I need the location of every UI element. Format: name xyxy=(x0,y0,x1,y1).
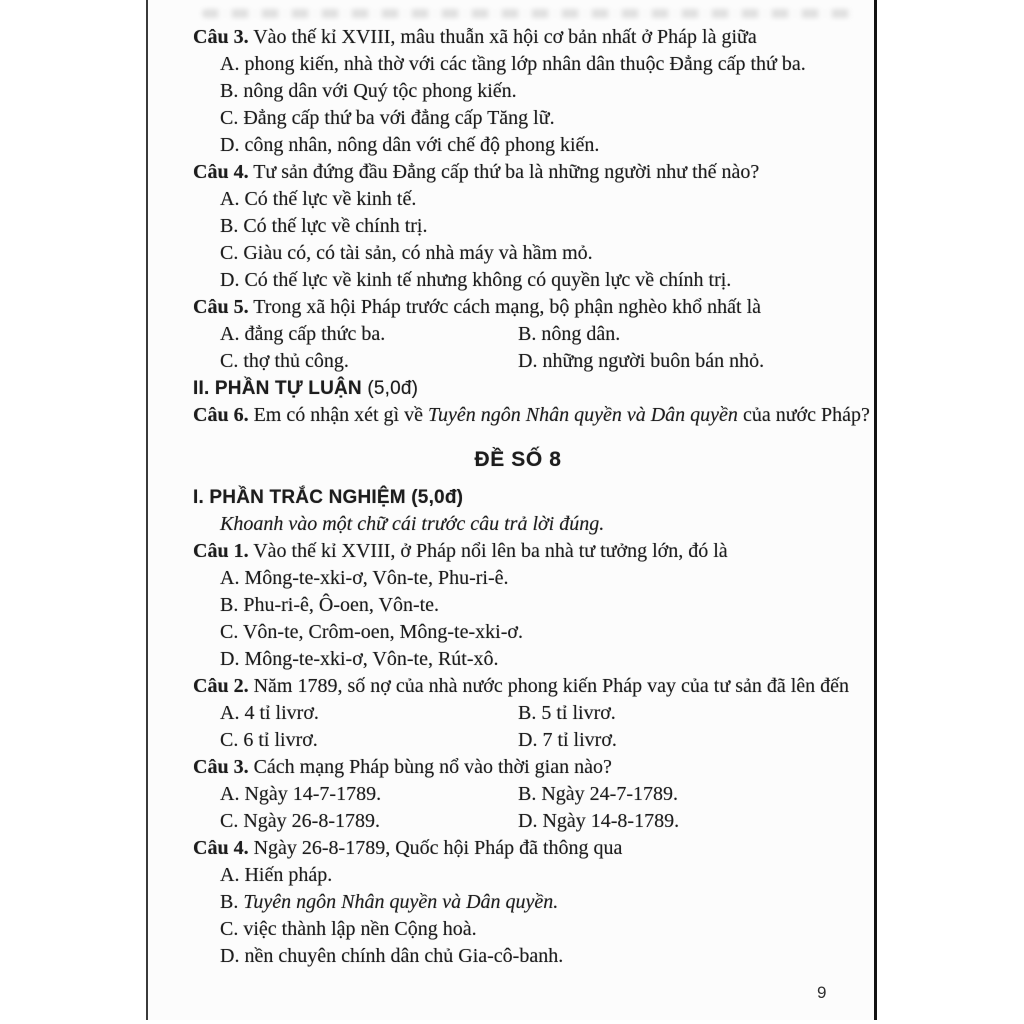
scanned-page xyxy=(146,0,877,1020)
answer-option: C. Ngày 26-8-1789. xyxy=(220,810,380,832)
answer-option: C. Vôn-te, Crôm-oen, Mông-te-xki-ơ. xyxy=(220,621,523,643)
question-number: Câu 4. xyxy=(193,161,249,183)
answer-option: B. Phu-ri-ê, Ô-oen, Vôn-te. xyxy=(220,594,440,616)
answer-option: B. 5 tỉ livrơ. xyxy=(518,702,616,724)
question-line xyxy=(193,159,843,186)
question-line xyxy=(193,673,850,700)
document-title-italic: Tuyên ngôn Nhân quyền và Dân quyền xyxy=(427,404,738,426)
answer-option: A. phong kiến, nhà thờ với các tầng lớp nhân dân thuộc Đẳng cấp thứ ba. xyxy=(220,53,806,75)
answer-option: C. Đẳng cấp thứ ba với đẳng cấp Tăng lữ. xyxy=(220,107,555,129)
answer-option: B. nông dân. xyxy=(518,323,621,345)
answer-option-row xyxy=(193,808,843,835)
section-score: (5,0đ) xyxy=(361,378,419,399)
page-content xyxy=(193,0,870,970)
question-line xyxy=(193,24,843,51)
question-line xyxy=(193,402,870,429)
instruction-text: Khoanh vào một chữ cái trước câu trả lời đúng. xyxy=(220,513,605,535)
answer-option: B. Ngày 24-7-1789. xyxy=(518,783,678,805)
answer-option: A. Mông-te-xki-ơ, Vôn-te, Phu-ri-ê. xyxy=(220,567,509,589)
answer-option: D. những người buôn bán nhỏ. xyxy=(518,350,765,372)
answer-option xyxy=(193,889,843,916)
question-line xyxy=(193,538,843,565)
question-text: Vào thế kỉ XVIII, mâu thuẫn xã hội cơ bản nhất ở Pháp là giữa xyxy=(248,26,757,48)
question-number: Câu 1. xyxy=(193,540,249,562)
answer-option: C. Giàu có, có tài sản, có nhà máy và hầm mỏ. xyxy=(220,242,593,264)
question-text: Vào thế kỉ XVIII, ở Pháp nổi lên ba nhà tư tưởng lớn, đó là xyxy=(248,540,728,562)
section-header-multiple-choice xyxy=(193,484,843,511)
question-text: của nước Pháp? xyxy=(737,404,870,426)
answer-option: D. công nhân, nông dân với chế độ phong kiến. xyxy=(220,134,600,156)
answer-option: C. việc thành lập nền Cộng hoà. xyxy=(220,918,477,940)
answer-option-row xyxy=(193,781,843,808)
question-line xyxy=(193,754,843,781)
answer-option: A. Ngày 14-7-1789. xyxy=(220,783,382,805)
answer-option: B. nông dân với Quý tộc phong kiến. xyxy=(220,80,517,102)
answer-option: B. Có thế lực về chính trị. xyxy=(220,215,428,237)
answer-option-row xyxy=(193,348,843,375)
question-line xyxy=(193,835,843,862)
question-text: Cách mạng Pháp bùng nổ vào thời gian nào? xyxy=(248,756,612,778)
page-number: 9 xyxy=(817,983,827,1002)
question-number: Câu 6. xyxy=(193,404,249,426)
question-text: Tư sản đứng đầu Đẳng cấp thứ ba là những người như thế nào? xyxy=(248,161,760,183)
answer-option: D. 7 tỉ livrơ. xyxy=(518,729,617,751)
question-text: Trong xã hội Pháp trước cách mạng, bộ phận nghèo khổ nhất là xyxy=(248,296,762,318)
answer-option: C. thợ thủ công. xyxy=(220,350,349,372)
question-number: Câu 3. xyxy=(193,26,249,48)
section-header-essay xyxy=(193,375,843,402)
answer-option-row xyxy=(193,700,843,727)
document-title-italic: Tuyên ngôn Nhân quyền và Dân quyền. xyxy=(243,891,559,913)
answer-option: A. 4 tỉ livrơ. xyxy=(220,702,319,724)
answer-option: A. Có thế lực về kinh tế. xyxy=(220,188,417,210)
question-text: Năm 1789, số nợ của nhà nước phong kiến Pháp vay của tư sản đã lên đến xyxy=(248,675,850,697)
answer-option-row xyxy=(193,727,843,754)
question-text: Em có nhận xét gì về xyxy=(248,404,428,426)
answer-option: D. Có thế lực về kinh tế nhưng không có quyền lực về chính trị. xyxy=(220,269,732,291)
answer-option: D. Ngày 14-8-1789. xyxy=(518,810,680,832)
answer-option: A. đẳng cấp thức ba. xyxy=(220,323,386,345)
section-header-label: I. PHẦN TRẮC NGHIỆM (5,0đ) xyxy=(193,487,464,508)
answer-option: A. Hiến pháp. xyxy=(220,864,333,886)
answer-option: C. 6 tỉ livrơ. xyxy=(220,729,318,751)
question-number: Câu 4. xyxy=(193,837,249,859)
section-header-label: II. PHẦN TỰ LUẬN xyxy=(193,378,362,399)
question-number: Câu 2. xyxy=(193,675,249,697)
question-number: Câu 5. xyxy=(193,296,249,318)
answer-option-row xyxy=(193,321,843,348)
answer-option-letter: B. xyxy=(220,891,244,913)
question-text: Ngày 26-8-1789, Quốc hội Pháp đã thông qua xyxy=(248,837,623,859)
exam-title: ĐỀ SỐ 8 xyxy=(474,448,562,471)
answer-option: D. nền chuyên chính dân chủ Gia-cô-banh. xyxy=(220,945,564,967)
question-line xyxy=(193,294,843,321)
answer-option: D. Mông-te-xki-ơ, Vôn-te, Rút-xô. xyxy=(220,648,499,670)
question-number: Câu 3. xyxy=(193,756,249,778)
